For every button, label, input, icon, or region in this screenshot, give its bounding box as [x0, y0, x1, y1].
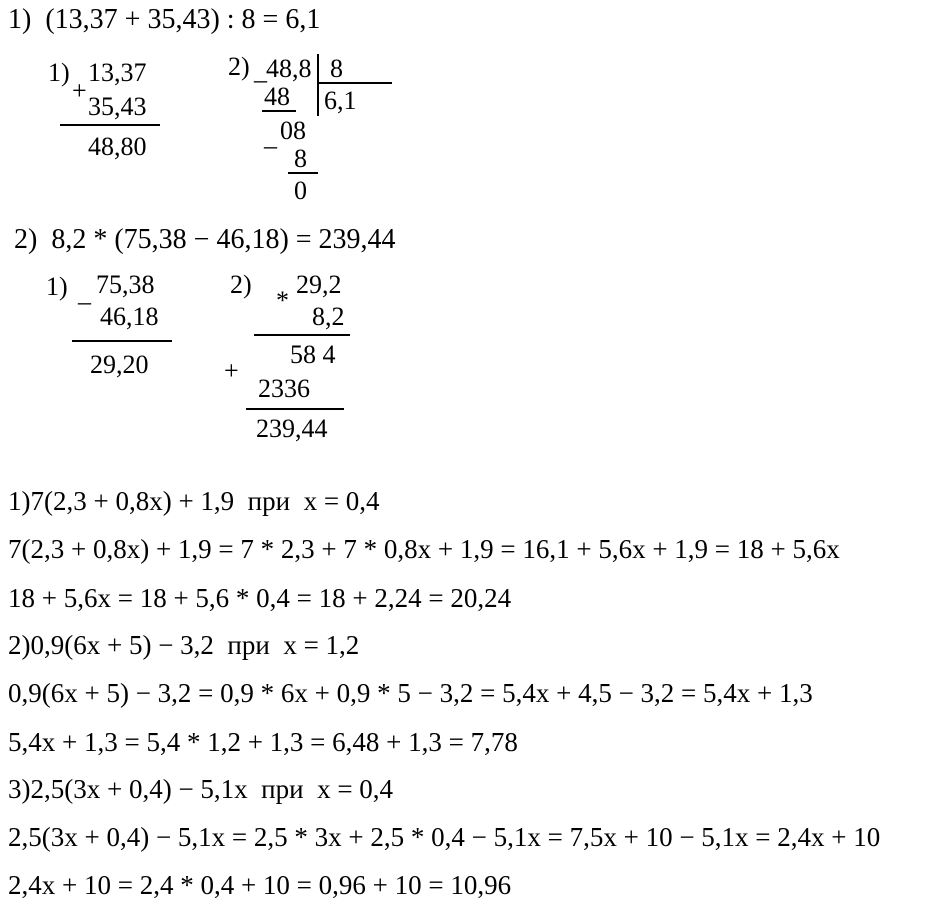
- partial1: 58 4: [290, 340, 336, 369]
- plus-sign-2: +: [224, 356, 239, 385]
- minus-sign: _: [78, 278, 91, 307]
- expression-line: 0,9(6x + 5) − 3,2 = 0,9 * 6x + 0,9 * 5 − 3,2 = 5,4x + 4,5 − 3,2 = 5,4x + 1,3: [8, 678, 813, 708]
- block2-title: 2) 8,2 * (75,38 − 46,18) = 239,44: [14, 224, 396, 255]
- expression-line: 2,5(3x + 0,4) − 5,1x = 2,5 * 3x + 2,5 * 0,4 − 5,1x = 7,5x + 10 − 5,1x = 2,4x + 10: [8, 822, 881, 852]
- expression-line: 1)7(2,3 + 0,8x) + 1,9 при x = 0,4: [8, 486, 380, 516]
- addition-term1: 13,37: [88, 58, 147, 87]
- division-label: 2): [228, 52, 250, 81]
- addition-rule: [60, 124, 160, 126]
- multiplication-rule-2: [246, 408, 344, 410]
- multiplication-result: 239,44: [256, 414, 328, 443]
- factor2: 8,2: [312, 302, 345, 331]
- division-sub2: 8: [294, 144, 307, 173]
- subtraction-label: 1): [46, 272, 68, 301]
- subtraction-term2: 46,18: [100, 302, 159, 331]
- multiplication-label: 2): [230, 270, 252, 299]
- block1-title: 1) (13,37 + 35,43) : 8 = 6,1: [8, 4, 321, 35]
- division-bracket: [317, 54, 319, 116]
- subtraction-rule: [72, 340, 172, 342]
- division-rule-1: [262, 110, 296, 112]
- subtraction-result: 29,20: [90, 350, 149, 379]
- division-remainder: 0: [294, 176, 307, 205]
- division-minus-2: _: [264, 122, 277, 151]
- addition-term2: 35,43: [88, 92, 147, 121]
- division-minus-1: _: [254, 56, 267, 85]
- expression-line: 5,4x + 1,3 = 5,4 * 1,2 + 1,3 = 6,48 + 1,3 = 7,78: [8, 727, 518, 757]
- division-divisor: 8: [330, 54, 343, 83]
- expression-line: 3)2,5(3x + 0,4) − 5,1x при x = 0,4: [8, 774, 394, 804]
- addition-label: 1): [48, 58, 70, 87]
- expression-line: 7(2,3 + 0,8x) + 1,9 = 7 * 2,3 + 7 * 0,8x + 1,9 = 16,1 + 5,6x + 1,9 = 18 + 5,6x: [8, 534, 840, 564]
- division-quotient: 6,1: [324, 86, 357, 115]
- division-rem: 08: [280, 116, 306, 145]
- multiply-sign: *: [276, 286, 289, 315]
- multiplication-rule-1: [254, 334, 350, 336]
- expression-line: 2)0,9(6x + 5) − 3,2 при x = 1,2: [8, 630, 360, 660]
- partial2: 2336: [258, 374, 310, 403]
- division-dividend: 48,8: [266, 54, 312, 83]
- factor1: 29,2: [296, 270, 342, 299]
- division-sub1: 48: [264, 82, 290, 111]
- addition-result: 48,80: [88, 132, 147, 161]
- plus-sign: +: [72, 76, 87, 105]
- division-divisor-rule: [318, 82, 392, 84]
- division-rule-2: [288, 172, 318, 174]
- expression-line: 18 + 5,6x = 18 + 5,6 * 0,4 = 18 + 2,24 = 20,24: [8, 583, 512, 613]
- subtraction-term1: 75,38: [96, 270, 155, 299]
- expression-line: 2,4x + 10 = 2,4 * 0,4 + 10 = 0,96 + 10 = 10,96: [8, 870, 512, 900]
